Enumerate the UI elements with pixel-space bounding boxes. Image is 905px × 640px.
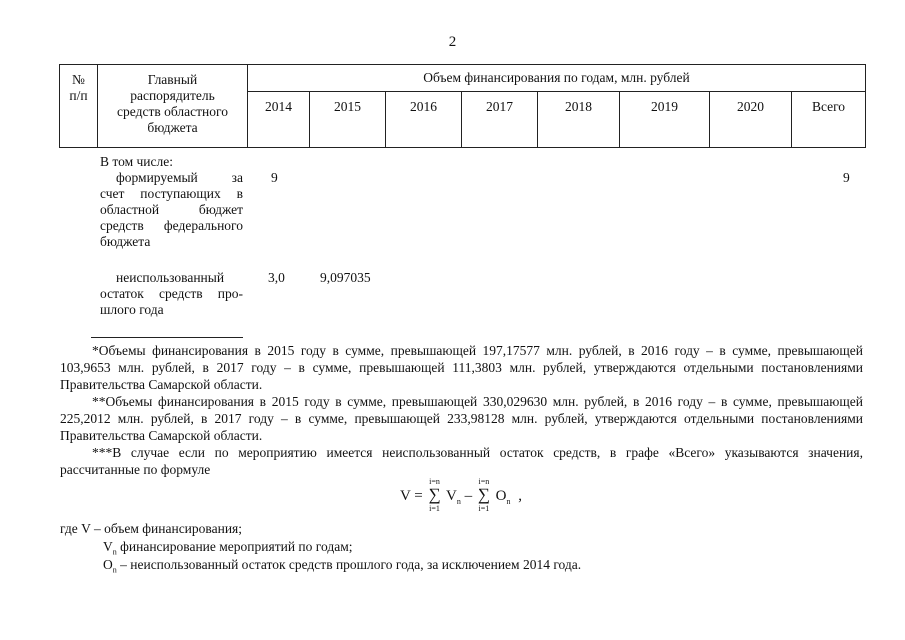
year-header-2015: 2015 xyxy=(334,99,361,114)
sum-2-lower: i=1 xyxy=(478,504,490,513)
footnote-2: **Объемы финансирования в 2015 году в сумме, превышающей 330,029630 млн. рублей, в 2016 году – в сумме, превышающей 225,2012 млн. рублей, в 2017 году – в сумме, превышающей 233,98128 млн. рублей, утверждаются отдельными постановлениями Правительства Самарской области. xyxy=(60,394,863,443)
table-top-border xyxy=(59,64,866,65)
volume-header: Объем финансирования по годам, млн. рублей xyxy=(423,70,690,85)
year-header-2018: 2018 xyxy=(565,99,592,114)
formula xyxy=(400,477,522,513)
footnote-separator xyxy=(91,337,243,338)
formula-term1: $V_n$ xyxy=(446,488,461,506)
table-header-bottom-border xyxy=(59,147,866,148)
footnotes xyxy=(60,342,863,478)
row-unused-2015-value: 9,097035 xyxy=(320,270,371,285)
row-federal-label: формируемый за счет поступающих в областной бюджет средств федерального бюджета xyxy=(100,170,243,249)
sum-symbol-1: i=n ∑ i=1 xyxy=(427,485,443,505)
year-header-2017: 2017 xyxy=(486,99,513,114)
year-header-2014: 2014 xyxy=(265,99,292,114)
formula-term2: $O_n$ xyxy=(495,488,511,506)
definition-vn: $V_n$ финансирование мероприятий по годам; xyxy=(103,539,353,557)
footnote-1: *Объемы финансирования в 2015 году в сумме, превышающей 197,17577 млн. рублей, в 2016 году – в сумме, превышающей 103,9653 млн. рублей, в 2017 году – в сумме, превышающей 111,3803 млн. рублей, утверждаются отдельными постановлениями Правительства Самарской области. xyxy=(60,343,863,392)
formula-tail: , xyxy=(518,488,522,504)
col-num-header: № п/п xyxy=(69,72,88,103)
footnote-3: ***В случае если по мероприятию имеется неиспользованный остаток средств, в графе «Всего» указываются значения, рассчитанные по формуле xyxy=(60,445,863,477)
definition-on: $O_n$ – неиспользованный остаток средств прошлого года, за исключением 2014 года. xyxy=(103,557,582,575)
row-federal-2014-value: 9 xyxy=(271,170,278,185)
vline-right xyxy=(865,64,866,148)
year-header-2016: 2016 xyxy=(410,99,437,114)
formula-minus: – xyxy=(464,488,473,504)
sum-symbol-2: i=n ∑ i=1 xyxy=(476,485,492,505)
row-unused-label: неиспользованный остаток средств про- шлого года xyxy=(100,270,243,317)
row-federal-total-value: 9 xyxy=(843,170,850,185)
year-header-2020: 2020 xyxy=(737,99,764,114)
row-including-label: В том числе: xyxy=(100,154,173,169)
definition-v: где V – объем финансирования; xyxy=(60,521,243,536)
sum-2-upper: i=n xyxy=(478,477,490,486)
sum-1-upper: i=n xyxy=(429,477,440,486)
row-unused-2014-value: 3,0 xyxy=(268,270,285,285)
sum-1-lower: i=1 xyxy=(429,504,440,513)
year-header-2019: 2019 xyxy=(651,99,678,114)
page-number: 2 xyxy=(448,34,457,50)
col-distributor-header: Главный распорядитель средств областного бюджета xyxy=(117,72,228,135)
year-row-top-border xyxy=(247,91,866,92)
formula-lhs: V = xyxy=(400,488,423,504)
year-header-total: Всего xyxy=(811,99,846,114)
